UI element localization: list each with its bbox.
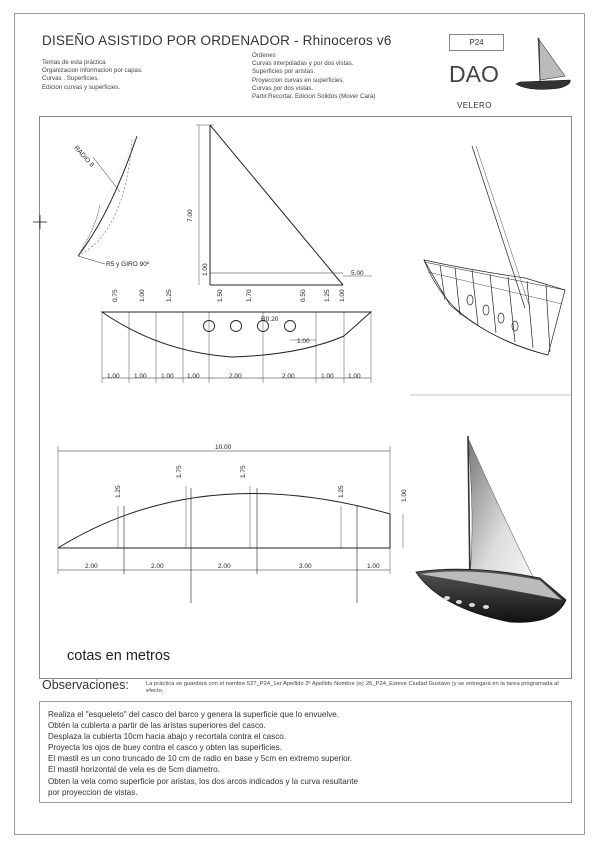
topic-line: Organizacion informacion por capas. (42, 67, 143, 75)
top-dim: 1.50 (217, 289, 224, 302)
total-length-dim: 10.00 (215, 444, 232, 451)
order-line: Superficies por aristas. (252, 68, 315, 76)
order-line: Partir.Recortar. Edicion Solidos (Mover Cara) (252, 93, 376, 101)
hull-wireframe-3d (424, 146, 565, 355)
mast-height-dim: 7.00 (187, 209, 194, 222)
instruction-line: Realiza el "esqueleto" del casco del barco y genera la superficie que lo envuelve. (48, 710, 340, 719)
mast-base-dim: 1.00 (202, 263, 209, 276)
elev-height-dim: 1.00 (401, 489, 408, 502)
elev-height-dim: 1.75 (176, 465, 183, 478)
top-dim: 1.25 (324, 289, 331, 302)
elev-dim: 1.00 (367, 563, 380, 570)
practice-code: P24 (449, 34, 504, 51)
topic-line: Temas de esta práctica (42, 59, 106, 66)
page-title: DISEÑO ASISTIDO POR ORDENADOR - Rhinoceros v6 (42, 33, 392, 48)
plan-dim: 1.00 (161, 373, 174, 380)
dao-label: DAO (449, 61, 499, 87)
units-label: cotas en metros (67, 648, 171, 664)
top-dim: 1.70 (246, 289, 253, 302)
topic-line: Curvas . Superficies. (42, 75, 100, 83)
instruction-line: El mastil es un cono truncado de 10 cm de radio en base y 5cm en extremo superior. (48, 754, 353, 764)
instruction-line: Obten la vela como superficie por aristas, los dos arcos indicados y la curva resultante (48, 776, 358, 786)
top-dim: 1.25 (166, 289, 173, 302)
elev-dim: 2.00 (151, 563, 164, 570)
instructions-list (48, 709, 358, 798)
order-line: Curvas interpoladas y por dos vistas. (252, 60, 354, 68)
top-dim: 1.00 (339, 289, 346, 302)
top-dim: 0.75 (112, 289, 119, 302)
instruction-line: Proyecta los ojos de buey contra el casco y obten las superficies. (48, 743, 282, 753)
elev-height-dim: 1.75 (240, 465, 247, 478)
plan-dim: 1.00 (187, 373, 200, 380)
top-dim: 0.50 (300, 289, 307, 302)
subject-label: VELERO (457, 101, 492, 110)
plan-dim: 2.00 (229, 373, 242, 380)
plan-dim: 1.00 (107, 373, 120, 380)
plan-dim: 1.00 (348, 373, 361, 380)
elev-height-dim: 1.25 (338, 485, 345, 498)
r5-label: R5 y GIRO 90º (106, 261, 150, 268)
hull-elevation (58, 446, 403, 603)
elev-dim: 3.00 (299, 563, 312, 570)
plan-dim: 2.00 (282, 373, 295, 380)
order-line: Proyeccion curvas en superficies. (252, 76, 345, 84)
order-line: Curvas por dos vistas. (252, 84, 314, 92)
top-dim: 1.00 (139, 289, 146, 302)
plan-dim: 1.00 (134, 373, 147, 380)
rendered-sailboat (416, 436, 566, 622)
observations-text: La práctica se guardará con el nombre 52?_P24_1er Apellido 2º Apellido Nombre (ej: 26_P24_Esteve Ciudad Gustavo )y se entregará en la tarea programada al efecto. (146, 681, 559, 694)
plan-dim: 1.00 (321, 373, 334, 380)
radio-label: RADIO 8 (72, 144, 96, 169)
instruction-line: Desplaza la cubierta 10cm hacia abajo y recortala contra el casco. (48, 732, 286, 742)
sail-triangle (196, 125, 372, 285)
instruction-line: El mastil horizontal de vela es de 5cm diametro. (48, 765, 220, 775)
order-line: Órdenes (252, 52, 276, 59)
observations-label: Observaciones: (42, 678, 129, 692)
elev-dim: 2.00 (85, 563, 98, 570)
topic-line: Edicion curvas y superficies. (42, 83, 121, 91)
instruction-line: por proyeccion de vistas. (48, 787, 138, 797)
elev-height-dim: 1.25 (115, 485, 122, 498)
sail-width-dim: 5.00 (351, 270, 364, 277)
elev-dim: 2.00 (218, 563, 231, 570)
instruction-line: Obtén la cublerta a partir de las aristas superiores del casco. (48, 721, 266, 731)
porthole-spacing-dim: 1.00 (297, 338, 310, 345)
radius-label: R0.20 (261, 316, 279, 323)
